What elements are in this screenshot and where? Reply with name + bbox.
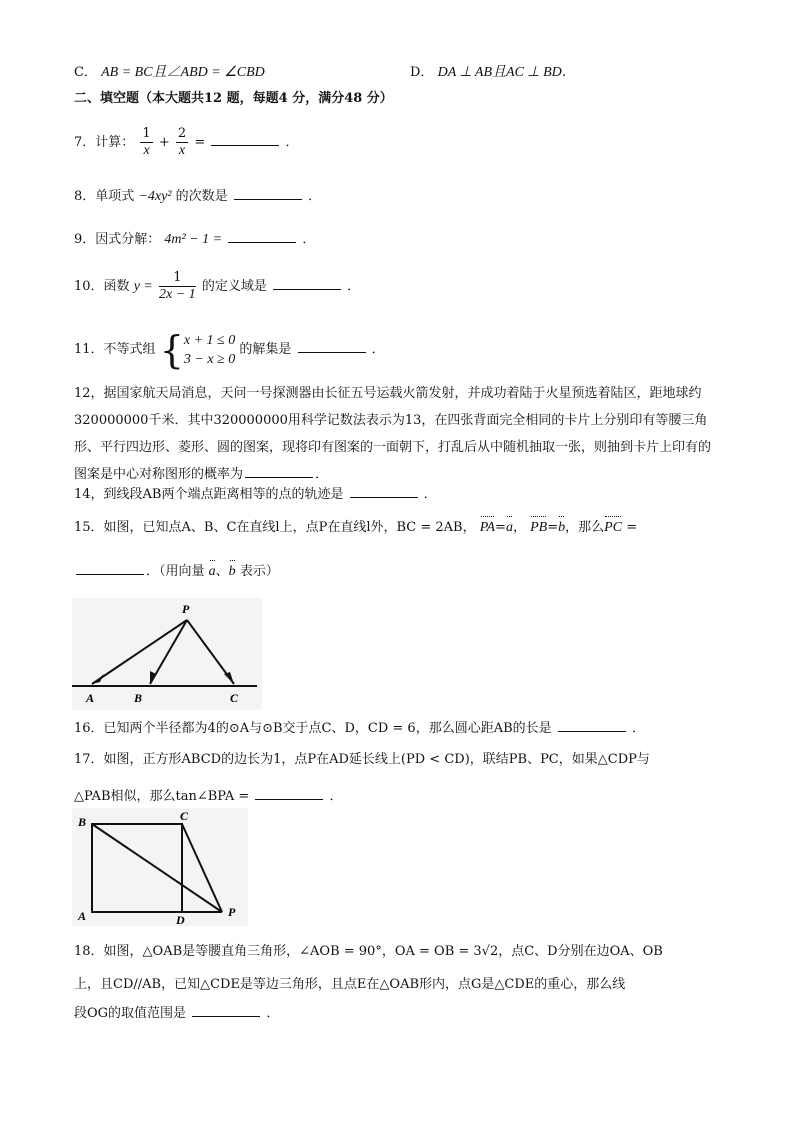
q14-end: ． <box>423 487 437 502</box>
figure-17 <box>72 808 248 926</box>
answer-blank[interactable] <box>558 717 626 732</box>
option-c-label: C． <box>74 65 97 80</box>
q11-suffix: 的解集是 <box>239 342 292 357</box>
q18-line3: 段OG的取值范围是 <box>74 1006 187 1021</box>
frac-num: 2 <box>177 126 187 141</box>
question-18-line-1 <box>74 942 663 962</box>
plus-sign: + <box>158 135 170 150</box>
q11-prefix: 11．不等式组 <box>74 342 156 357</box>
answer-blank[interactable] <box>245 463 313 478</box>
q9-expression: 4m² − 1 = <box>164 232 223 247</box>
question-7 <box>74 126 299 160</box>
question-8 <box>74 185 321 207</box>
q17-line2: △PAB相似，那么tan∠BPA = <box>74 789 250 804</box>
inequality-1: x + 1 ≤ 0 <box>183 332 236 348</box>
question-17-line-1 <box>74 750 650 770</box>
label-d: D <box>176 913 185 926</box>
answer-blank[interactable] <box>350 483 418 498</box>
question-16 <box>74 717 645 739</box>
figure-15 <box>72 598 262 710</box>
q15-tail: 表示） <box>239 564 279 579</box>
section-title: 二、填空题（本大题共12 题，每题4 分，满分48 分） <box>74 91 393 106</box>
answer-blank[interactable] <box>298 338 366 353</box>
q8-expression: −4xy² <box>138 189 172 204</box>
vector-a: a <box>209 562 216 582</box>
inequality-system <box>159 327 236 372</box>
fraction-2-over-x <box>176 126 188 159</box>
question-15-line-2 <box>74 560 279 582</box>
vector-b: b <box>229 562 236 582</box>
question-14 <box>74 483 437 505</box>
label-a: A <box>86 691 95 705</box>
q18-line1: 18．如图，△OAB是等腰直角三角形，∠AOB = 90°，OA = OB = 3√2，点C、D分别在边OA、OB <box>74 944 663 959</box>
q8-prefix: 8．单项式 <box>74 189 135 204</box>
q11-end: ． <box>371 342 385 357</box>
label-a: A <box>78 909 87 923</box>
q18-end: ． <box>266 1006 280 1021</box>
answer-blank[interactable] <box>228 228 296 243</box>
q8-end: ． <box>307 189 321 204</box>
q9-prefix: 9．因式分解： <box>74 232 161 247</box>
q17-line1: 17．如图，正方形ABCD的边长为1，点P在AD延长线上(PD < CD)，联结PB、PC，如果△CDP与 <box>74 752 650 767</box>
question-10 <box>74 270 360 304</box>
q10-suffix: 的定义域是 <box>201 279 267 294</box>
q8-suffix: 的次数是 <box>175 189 228 204</box>
q10-end: ． <box>347 279 361 294</box>
q6-options <box>74 63 265 83</box>
option-d-label: D． <box>410 65 434 80</box>
q14-text: 14，到线段AB两个端点距离相等的点的轨迹是 <box>74 487 344 502</box>
label-b: B <box>134 691 143 705</box>
q17-end: ． <box>329 789 343 804</box>
question-9 <box>74 228 315 250</box>
system-lines <box>184 331 235 369</box>
vector-pc: PC <box>604 518 622 538</box>
q9-end: ． <box>302 232 316 247</box>
q7-prefix: 7．计算： <box>74 135 135 150</box>
separator: 、 <box>215 564 229 579</box>
answer-blank[interactable] <box>255 785 323 800</box>
q15-text: 15．如图，已知点A、B、C在直线l上，点P在直线l外，BC = 2AB， <box>74 520 476 535</box>
answer-blank[interactable] <box>192 1002 260 1017</box>
label-c: C <box>230 691 239 705</box>
inequality-2: 3 − x ≥ 0 <box>183 351 236 367</box>
q15-line2: ．（用向量 <box>146 564 205 579</box>
equals-sign: = <box>194 135 206 150</box>
answer-blank[interactable] <box>234 185 302 200</box>
answer-blank[interactable] <box>211 131 279 146</box>
vector-pa: PA <box>480 518 495 538</box>
label-p: P <box>228 905 236 919</box>
answer-blank[interactable] <box>273 275 341 290</box>
label-p: P <box>182 602 190 616</box>
left-brace: { <box>159 327 184 372</box>
q10-lhs: y = <box>133 279 153 294</box>
comma: ， <box>512 520 526 535</box>
q16-end: ． <box>631 721 645 736</box>
label-b: B <box>78 815 87 829</box>
question-18-line-2 <box>74 975 625 995</box>
answer-blank[interactable] <box>76 560 144 575</box>
fraction-1-over-2x-1 <box>159 270 196 303</box>
option-d-text: DA ⊥ AB且AC ⊥ BD． <box>437 65 576 80</box>
vector-a: a <box>506 518 513 538</box>
vector-b: b <box>558 518 565 538</box>
frac-num: 1 <box>159 270 196 287</box>
fraction-1-over-x <box>140 126 152 159</box>
q7-end: ． <box>285 135 299 150</box>
frac-den: x <box>143 143 150 158</box>
vector-pb: PB <box>530 518 547 538</box>
q15-then: ，那么 <box>565 520 605 535</box>
question-15-line-1: 15．如图，已知点A、B、C在直线l上，点P在直线l外，BC = 2AB， PA=a， PB=b，那么PC = <box>74 518 637 538</box>
question-11 <box>74 328 385 372</box>
q12-end: ． <box>315 467 329 482</box>
frac-num: 1 <box>142 126 151 141</box>
q10-prefix: 10．函数 <box>74 279 130 294</box>
q16-text: 16．已知两个半径都为4的⊙A与⊙B交于点C、D，CD = 6，那么圆心距AB的长是 <box>74 721 552 736</box>
figure-background <box>72 808 248 926</box>
frac-den: 2x − 1 <box>159 287 196 302</box>
option-c-text: AB = BC且∠ABD = ∠CBD <box>101 65 265 80</box>
question-17-line-2 <box>74 785 343 807</box>
question-18-line-3 <box>74 1002 279 1024</box>
equals-sign: = <box>626 520 638 535</box>
frac-den: x <box>178 143 186 158</box>
question-12-13 <box>74 380 722 488</box>
label-c: C <box>180 809 189 823</box>
q18-line2: 上，且CD//AB，已知△CDE是等边三角形，且点E在△OAB形内，点G是△CDE的重心，那么线 <box>74 977 626 992</box>
q6-option-d <box>410 63 576 83</box>
q12-text: 12，据国家航天局消息，天问一号探测器由长征五号运载火箭发射，并成功着陆于火星预选着陆区，距地球约320000000千米．其中320000000用科学记数法表示为13，在四张背面完全相同的卡片上分别印有等腰三角形、平行四边形、菱形、圆的图案，现将印有图案的一面朝下，打乱后从中随机抽取一张，则抽到卡片上印有的图案是中心对称图形的概率为 <box>74 386 712 482</box>
